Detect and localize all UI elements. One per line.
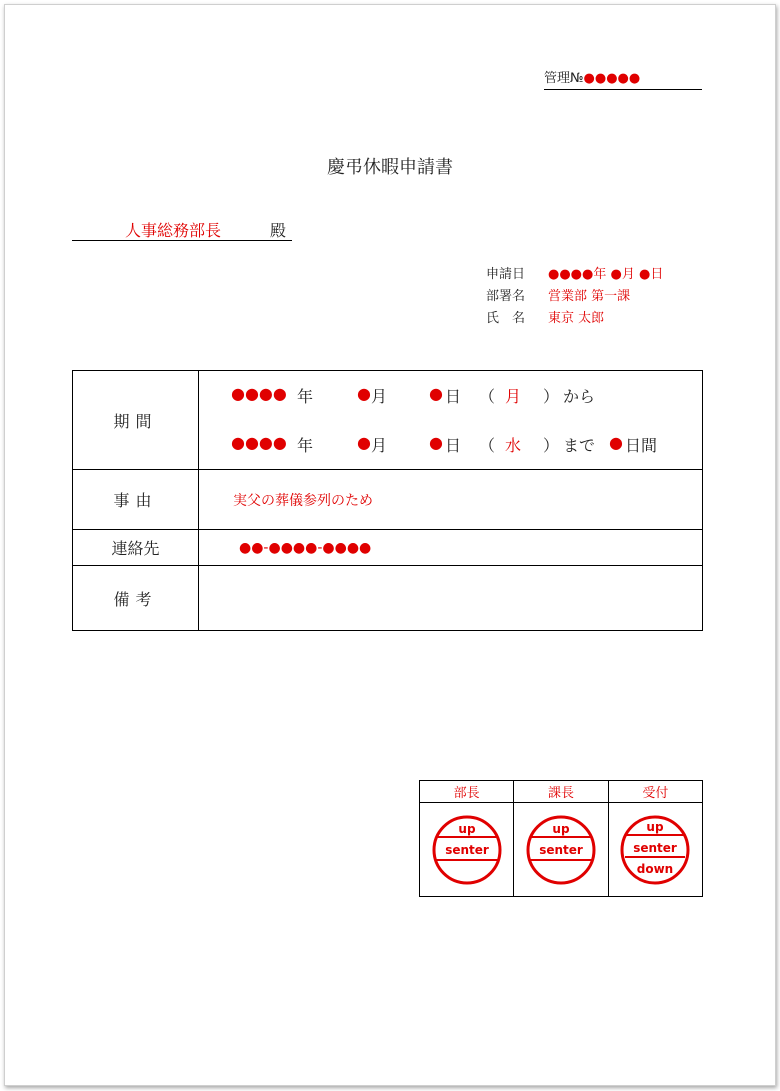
stamp-title-uketsuke: 受付 [608,781,702,803]
to-month-unit: 月 [371,436,388,455]
seal-stamp-icon [521,810,601,890]
page-title: 慶弔休暇申請書 [327,157,453,178]
from-year: ●●●● [231,384,287,403]
department-row [486,286,663,308]
to-day-unit: 日 [445,436,462,455]
applicant-name-row [486,308,663,330]
period-cell [199,371,703,470]
remarks-value [199,566,703,631]
stamp-uketsuke-line-3: down [637,861,674,876]
to-paren-close: ） [543,436,560,455]
leave-details-table [72,370,703,631]
to-suffix: まで [563,436,596,455]
addressee-name: 人事総務部長 [125,221,222,240]
to-year-unit: 年 [297,436,314,455]
contact-row [73,530,703,566]
period-to [199,420,702,469]
application-date-row [486,264,663,286]
to-weekday: 水 [505,436,522,455]
to-day: ● [429,433,443,452]
stamp-header-row [420,781,703,803]
stamp-bucho-line-1: up [458,821,476,836]
applicant-info [486,264,663,330]
department-value: 営業部 第一課 [548,289,631,304]
application-date-label: 申請日 [486,267,526,282]
addressee [72,218,292,241]
stamp-cell-kacho [514,803,608,897]
stamp-title-kacho: 課長 [514,781,608,803]
contact-value: ●●-●●●●-●●●● [199,530,703,566]
stamp-kacho-line-2: senter [539,842,583,857]
management-label: 管理№ [544,71,584,86]
contact-header: 連絡先 [73,530,199,566]
seal-stamp-icon [615,810,695,890]
from-year-unit: 年 [297,387,314,406]
stamp-body-row [420,803,703,897]
seal-stamp-icon [427,810,507,890]
from-weekday: 月 [505,387,522,406]
stamp-uketsuke-line-1: up [646,819,664,834]
reason-value: 実父の葬儀参列のため [199,470,703,530]
period-row [73,371,703,470]
reason-row [73,470,703,530]
stamp-title-bucho: 部長 [420,781,514,803]
from-month-unit: 月 [371,387,388,406]
from-month: ● [357,384,371,403]
remarks-header: 備考 [73,566,199,631]
from-day: ● [429,384,443,403]
applicant-name-label: 氏 名 [486,311,526,326]
remarks-row [73,566,703,631]
stamp-cell-bucho [420,803,514,897]
period-header: 期間 [73,371,199,470]
department-label: 部署名 [486,289,526,304]
to-month: ● [357,433,371,452]
from-day-unit: 日 [445,387,462,406]
from-paren-close: ） [543,387,560,406]
to-year: ●●●● [231,433,287,452]
management-value: ●●●●● [583,71,641,86]
stamp-cell-uketsuke [608,803,702,897]
application-date-value: ●●●●年 ●月 ●日 [548,267,664,282]
from-paren-open: （ [479,387,496,406]
to-days: ● [609,433,623,452]
from-suffix: から [563,387,596,406]
to-paren-open: （ [479,436,496,455]
reason-header: 事由 [73,470,199,530]
period-from [199,371,702,420]
management-number [544,70,702,90]
stamp-uketsuke-line-2: senter [633,840,678,855]
to-days-unit: 日間 [625,436,658,455]
approval-stamps-table [419,780,703,897]
stamp-bucho-line-2: senter [444,842,489,857]
stamp-kacho-line-1: up [552,821,570,836]
applicant-name-value: 東京 太郎 [548,311,605,326]
addressee-honorific: 殿 [270,221,287,240]
